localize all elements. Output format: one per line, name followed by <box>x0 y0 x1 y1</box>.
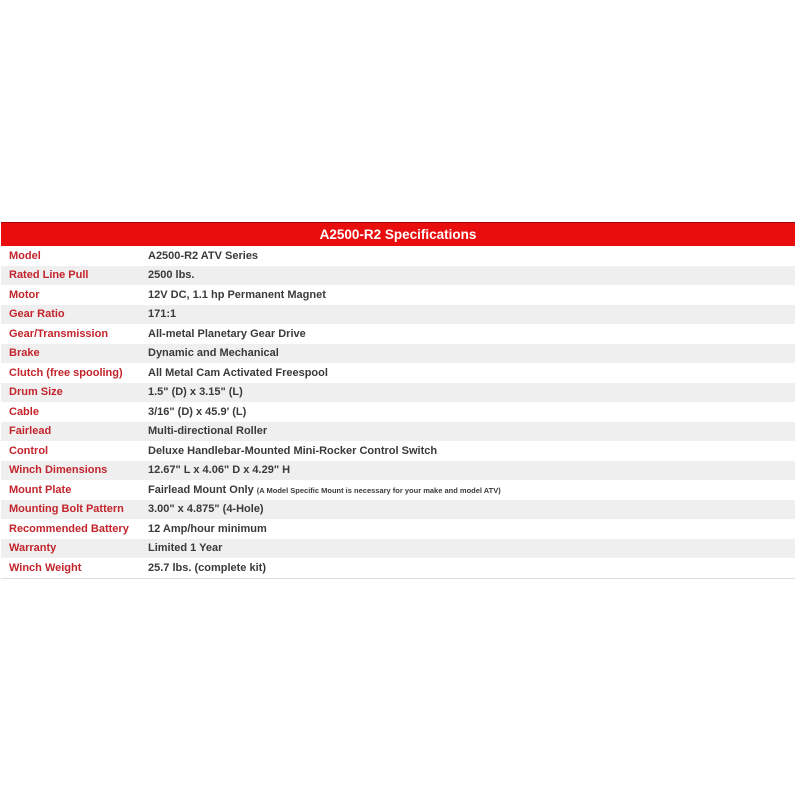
spec-value <box>146 484 795 496</box>
spec-value-text: 12V DC, 1.1 hp Permanent Magnet <box>148 288 326 301</box>
spec-value <box>146 386 795 398</box>
spec-label: Brake <box>9 347 40 360</box>
table-row <box>1 383 795 403</box>
spec-value-note: (A Model Specific Mount is necessary for your make and model ATV) <box>256 485 501 495</box>
spec-label: Winch Weight <box>9 561 82 574</box>
spec-label: Mounting Bolt Pattern <box>9 503 124 516</box>
spec-value <box>146 503 795 515</box>
spec-label: Clutch (free spooling) <box>9 366 123 379</box>
spec-label: Motor <box>9 288 40 301</box>
spec-value-text: 25.7 lbs. (complete kit) <box>148 561 266 574</box>
spec-value <box>146 289 795 301</box>
spec-value <box>146 328 795 340</box>
spec-value <box>146 425 795 437</box>
spec-value <box>146 562 795 574</box>
spec-label: Winch Dimensions <box>9 464 108 477</box>
spec-value <box>146 347 795 359</box>
spec-value <box>146 542 795 554</box>
table-row <box>1 266 795 286</box>
table-row <box>1 422 795 442</box>
table-row <box>1 344 795 364</box>
specifications-table-body <box>1 246 795 578</box>
spec-label: Gear Ratio <box>9 308 65 321</box>
specifications-table <box>1 222 795 579</box>
spec-value <box>146 269 795 281</box>
spec-value <box>146 250 795 262</box>
spec-value-text: 3.00" x 4.875" (4-Hole) <box>148 503 264 516</box>
table-row <box>1 324 795 344</box>
spec-label: Rated Line Pull <box>9 269 89 282</box>
spec-label: Warranty <box>9 542 57 555</box>
table-row <box>1 461 795 481</box>
table-row <box>1 246 795 266</box>
table-row <box>1 285 795 305</box>
spec-value-text: Multi-directional Roller <box>148 425 268 438</box>
table-row <box>1 363 795 383</box>
spec-value-text: 1.5" (D) x 3.15" (L) <box>148 386 243 399</box>
spec-value <box>146 445 795 457</box>
spec-value-text: Limited 1 Year <box>148 542 223 555</box>
table-row <box>1 539 795 559</box>
spec-label: Drum Size <box>9 386 63 399</box>
specifications-table-title: A2500-R2 Specifications <box>1 222 795 246</box>
spec-value <box>146 464 795 476</box>
table-row <box>1 441 795 461</box>
table-row <box>1 305 795 325</box>
table-row <box>1 519 795 539</box>
spec-value-text: 12 Amp/hour minimum <box>148 522 267 535</box>
spec-value <box>146 367 795 379</box>
spec-value-text: Deluxe Handlebar-Mounted Mini-Rocker Control Switch <box>148 444 438 457</box>
spec-value <box>146 523 795 535</box>
spec-value-text: 3/16" (D) x 45.9' (L) <box>148 405 247 418</box>
table-row <box>1 500 795 520</box>
spec-value-text: Dynamic and Mechanical <box>148 347 279 360</box>
table-row <box>1 402 795 422</box>
spec-value-text: Fairlead Mount Only <box>148 483 254 496</box>
spec-label: Gear/Transmission <box>9 327 109 340</box>
spec-value-text: 2500 lbs. <box>148 269 195 282</box>
spec-value-text: A2500-R2 ATV Series <box>148 249 259 262</box>
spec-label: Mount Plate <box>9 483 72 496</box>
spec-value <box>146 406 795 418</box>
spec-value-text: 171:1 <box>148 308 177 321</box>
spec-label: Cable <box>9 405 39 418</box>
spec-value <box>146 308 795 320</box>
spec-label: Fairlead <box>9 425 52 438</box>
spec-value-text: 12.67" L x 4.06" D x 4.29" H <box>148 464 291 477</box>
spec-label: Recommended Battery <box>9 522 129 535</box>
table-row <box>1 558 795 578</box>
spec-value-text: All-metal Planetary Gear Drive <box>148 327 306 340</box>
spec-value-text: All Metal Cam Activated Freespool <box>148 366 328 379</box>
table-row <box>1 480 795 500</box>
spec-label: Model <box>9 249 41 262</box>
spec-label: Control <box>9 444 49 457</box>
